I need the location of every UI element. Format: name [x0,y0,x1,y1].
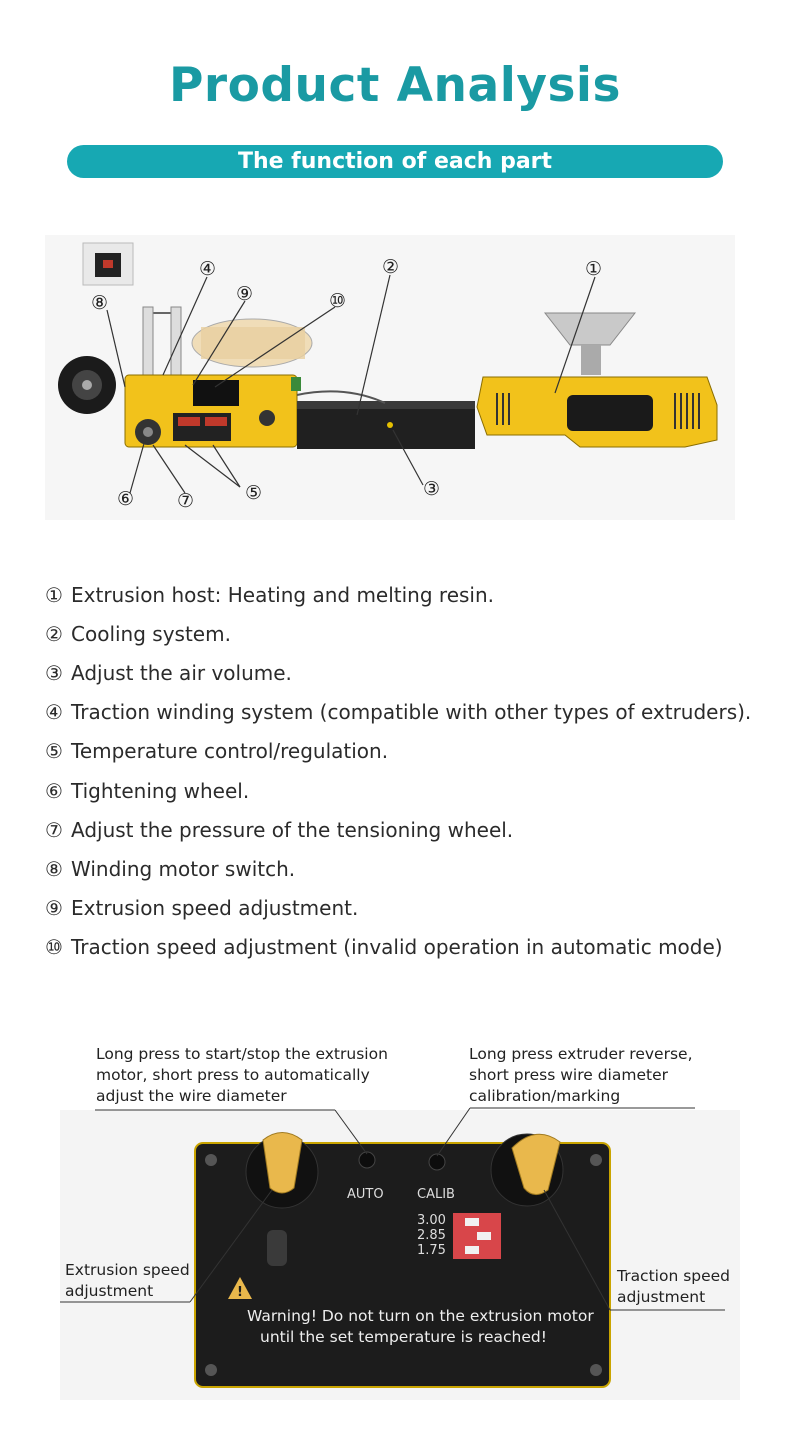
callout-traction-speed: Traction speed adjustment [617,1267,731,1306]
traction-winding-unit [125,375,301,447]
marker-1: ① [585,258,603,280]
diameter-285: 2.85 [417,1228,446,1243]
marker-4: ④ [199,258,217,280]
calib-button[interactable] [429,1154,445,1170]
callout-calib: Long press extruder reverse, short press wire diameter calibration/marking [469,1045,693,1105]
auto-label: AUTO [347,1187,384,1202]
machine-diagram [45,235,735,520]
diameter-175: 1.75 [417,1243,446,1258]
auto-button[interactable] [359,1152,375,1168]
list-item: ⑥ Tightening wheel. [45,778,250,803]
callout-extrusion-speed: Extrusion speed adjustment [65,1261,190,1300]
list-item: ③ Adjust the air volume. [45,660,292,685]
list-item: ⑩ Traction speed adjustment (invalid operation in automatic mode) [45,935,723,960]
list-item: ⑤ Temperature control/regulation. [45,739,389,764]
list-item: ④ Traction winding system (compatible with other types of extruders). [45,700,752,725]
marker-6: ⑥ [117,488,135,510]
tightening-wheel [58,356,116,414]
list-item: ① Extrusion host: Heating and melting resin. [45,582,495,607]
list-item: ⑧ Winding motor switch. [45,856,296,881]
marker-7: ⑦ [177,490,195,512]
list-item: ② Cooling system. [45,621,231,646]
svg-text:!: ! [237,1285,243,1300]
calib-label: CALIB [417,1187,455,1202]
list-item: ⑦ Adjust the pressure of the tensioning wheel. [45,817,514,842]
marker-10: ⑩ [329,290,347,312]
warning-line-2: until the set temperature is reached! [260,1328,547,1346]
diameter-300: 3.00 [417,1213,446,1228]
list-item: ⑨ Extrusion speed adjustment. [45,896,359,921]
control-panel-figure [60,1040,740,1400]
parts-list [45,575,765,967]
marker-8: ⑧ [91,292,109,314]
dip-switch[interactable] [453,1213,501,1259]
marker-5: ⑤ [245,482,263,504]
marker-3: ③ [423,478,441,500]
traction-speed-knob[interactable] [491,1134,563,1206]
section-banner: The function of each part [67,145,723,178]
switch-inset [83,243,133,285]
callout-auto: Long press to start/stop the extrusion motor, short press to automatically adjust the wire diameter [96,1045,388,1105]
marker-2: ② [382,256,400,278]
marker-9: ⑨ [236,283,254,305]
warning-line-1: Warning! Do not turn on the extrusion motor [247,1307,594,1325]
page-title: Product Analysis [168,58,622,113]
